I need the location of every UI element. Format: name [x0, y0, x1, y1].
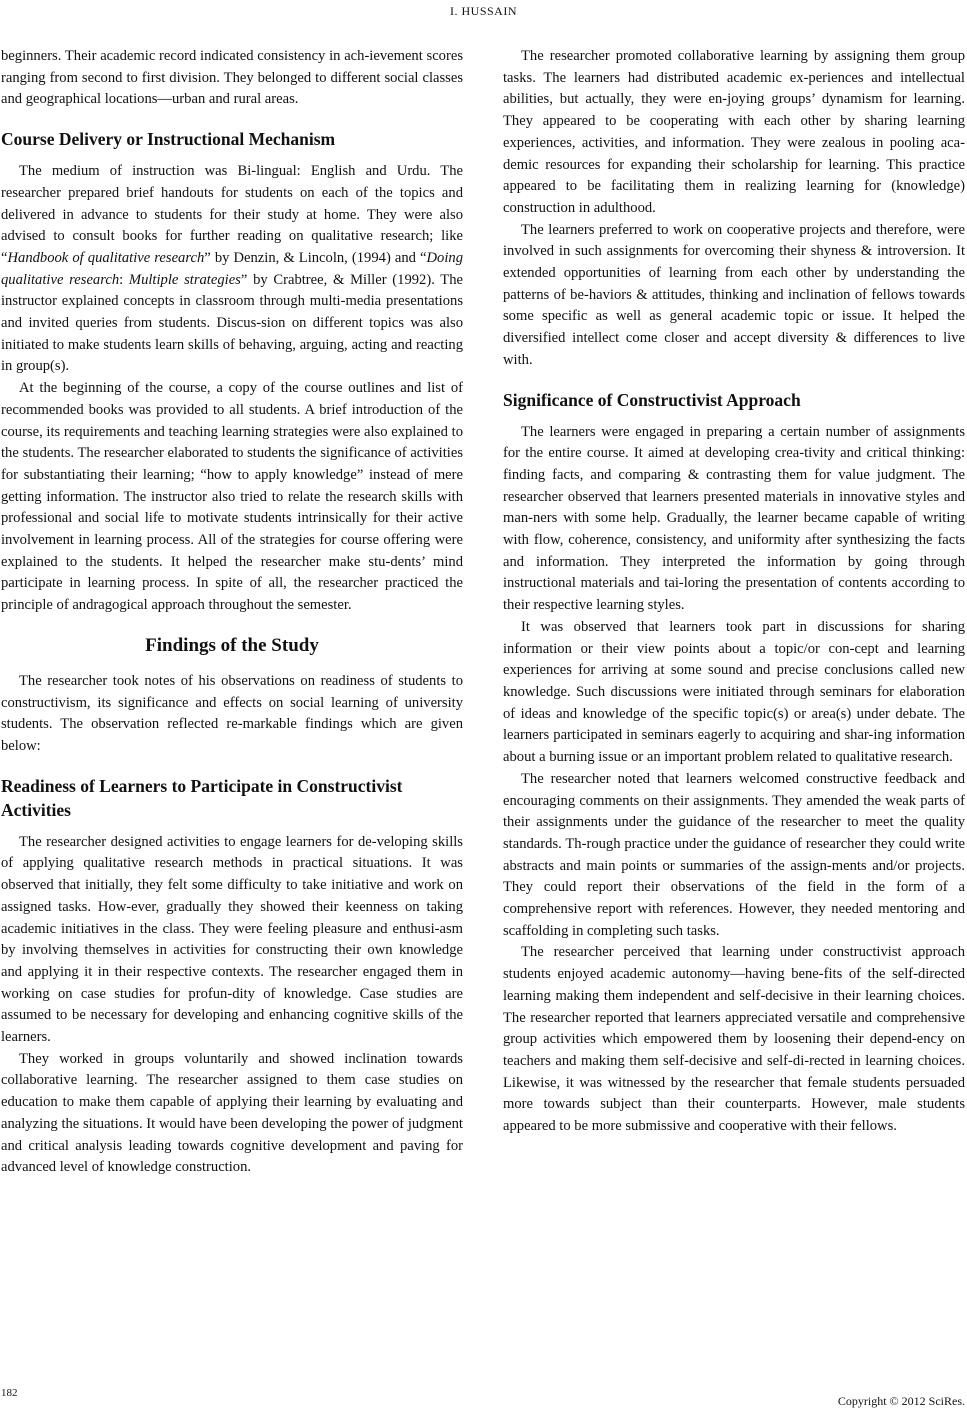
page-number: 182 [1, 1387, 18, 1399]
paragraph: The medium of instruction was Bi-lingual: English and Urdu. The researcher prepared brief handouts for students on each of the topics and delivered in advance to students for their study at home. They were also advised to consult books for further reading on qualitative research; like “Handbook of qualitative research” by Denzin, & Lincoln, (1994) and “Doing qualitative research: Multiple strategies” by Crabtree, & Miller (1992). The instructor explained concepts in classroom through multi-media presentations and invited queries from students. Discus-sion on different topics was also initiated to make students learn skills of behaving, arguing, acting and reacting in group(s). [1, 163, 463, 375]
paragraph: The researcher designed activities to engage learners for de-veloping skills of applying qualitative research methods in practical situations. It was observed that initially, they felt some difficulty to take initiative and work on assigned tasks. How-ever, gradually they showed their keenness on taking academic initiatives in the class. They were feeling pleasure and enthusi-asm by involving themselves in activities for constructing their own knowledge and applying it in their respective contexts. The researcher engaged them in working on case studies for profun-dity of knowledge. Case studies are assumed to be necessary for developing and enhancing cognitive skills of the learners. [1, 833, 463, 1046]
right-column [503, 46, 965, 1138]
paragraph: The researcher perceived that learning under constructivist approach students enjoyed academic autonomy—having bene-fits of the self-directed learning making them independent and self-decisive in their learning choices. The researcher reported that learners appreciated versatile and comprehensive group activities which empowered them by loosening their depend-ency on teachers and making them self-decisive and self-di-rected in learning choices. Likewise, it was witnessed by the researcher that female students persuaded more towards subject than their counterparts. However, male students appeared to be more submissive and cooperative with their fellows. [503, 944, 965, 1135]
paragraph: At the beginning of the course, a copy of the course outlines and list of recommended books was provided to all students. A brief introduction of the course, its requirements and teaching learning strategies were also explained to the students. The researcher elaborated to students the significance of activities for substantiating their learning; “how to apply knowledge” instead of mere getting information. The instructor also tried to relate the research skills with professional and social life to motivate students intrinsically for their active involvement in learning process. All of the strategies for course offering were explained to the students. It helped the researcher make stu-dents’ mind participate in learning process. In spite of all, the researcher practiced the principle of andragogical approach throughout the semester. [1, 380, 463, 614]
section-heading-significance: Significance of Constructivist Approach [503, 389, 801, 410]
book-title: Doing qualitative research [1, 249, 463, 288]
paragraph: The researcher noted that learners welcomed constructive feedback and encouraging comments on their assignments. They amended the weak parts of their assignments under the guidance of the researcher to meet the quality standards. Th-rough practice under the guidance of researcher they could write abstracts and main points or summaries of the assign-ments and/or projects. They could report their observations of the field in the form of a comprehensive report with references. However, they needed mentoring and scaffolding in completing such tasks. [503, 770, 965, 939]
paragraph: The learners were engaged in preparing a certain number of assignments for the entire course. It aimed at developing crea-tivity and critical thinking: finding facts, and comparing & contrasting them for value judgment. The researcher observed that learners presented materials in innovative styles and man-ners with some help. Gradually, the learner became capable of writing with flow, coherence, consistency, and uniformity after synthesizing the facts and information. They interpreted the information by going through instructional materials and tai-loring the presentation of contents according to their respective learning styles. [503, 423, 965, 614]
paragraph: They worked in groups voluntarily and showed inclination towards collaborative learning. The researcher assigned to them case studies on education to make them capable of applying their learning by evaluating and analyzing the situations. It would have been developing the power of judgment and critical analysis leading towards cognitive development and paving for advanced level of knowledge construction. [1, 1050, 463, 1176]
section-heading-readiness: Readiness of Learners to Participate in Constructivist Activities [1, 775, 403, 820]
book-subtitle: Multiple strategies [128, 271, 241, 288]
paragraph: beginners. Their academic record indicated consistency in ach-ievement scores ranging from second to first division. They belonged to different social classes and geographical locations—urban and rural areas. [1, 48, 463, 108]
section-heading-course-delivery: Course Delivery or Instructional Mechanism [1, 129, 336, 150]
paragraph: It was observed that learners took part in discussions for sharing information or their view points about a topic/or con-cept and learning experiences for arriving at some sound and precise conclusions called new knowledge. Such discussions were initiated through seminars for elaboration of ideas and knowledge of the specific topic(s) or area(s) under debate. The learners participated in seminars eagerly to acquiring and shar-ing information about a burning issue or an important problem related to qualitative research. [503, 618, 965, 766]
paragraph: The researcher took notes of his observations on readiness of students to constructivism, its significance and effects on social learning of university students. The observation reflected re-markable findings which are given below: [1, 672, 463, 754]
paragraph: The researcher promoted collaborative learning by assigning them group tasks. The learners had distributed academic ex-periences and intellectual abilities, but actually, they were en-joying groups’ dynamism for learning. They appeared to be cooperating with each other by sharing learning experiences, activities, and information. They were zealous in pooling aca-demic resources for expanding their scholarship for learning. This practice appeared to be facilitating them in realizing learning for (knowledge) construction in adulthood. [503, 48, 965, 216]
paragraph: The learners preferred to work on cooperative projects and therefore, were involved in such assignments for overcoming their shyness & introversion. It extended opportunities of learning from each other by understanding the patterns of be-haviors & attitudes, thinking and inclination of fellows towards some specific as well as general academic topic or issue. It helped the diversified intellect come closer and accept diversity & differences to live with. [503, 221, 965, 368]
copyright-notice: Copyright © 2012 SciRes. [837, 1394, 965, 1408]
book-title: Handbook of qualitative research [7, 249, 205, 266]
section-heading-findings: Findings of the Study [145, 634, 319, 656]
left-column [1, 46, 463, 1179]
running-header: I. HUSSAIN [449, 4, 517, 18]
